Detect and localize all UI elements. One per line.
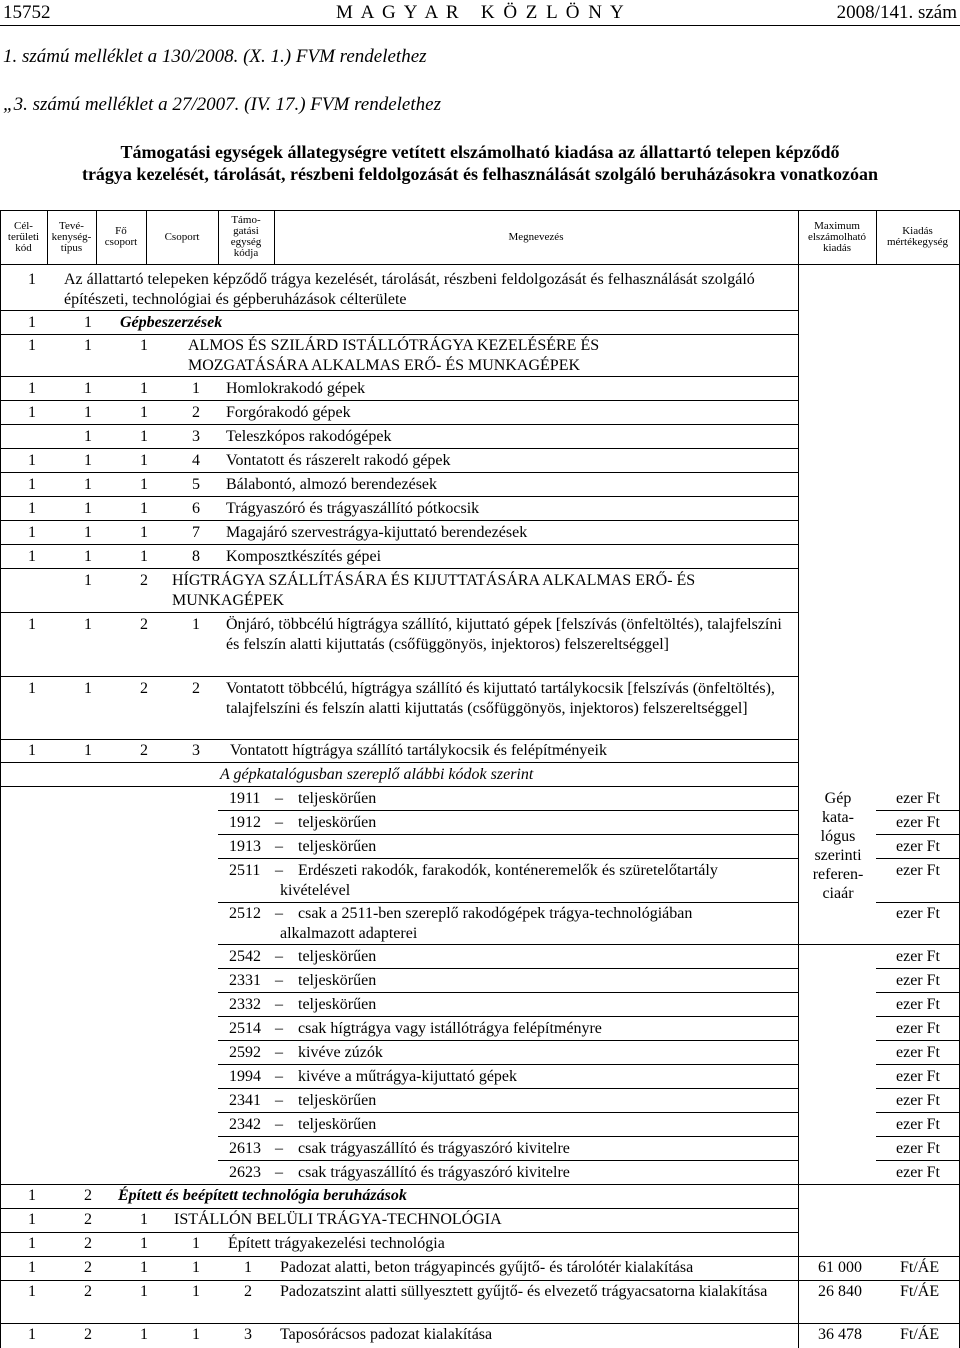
code-cell: 1 bbox=[28, 742, 36, 759]
row-rule bbox=[876, 1160, 960, 1161]
code-cell: 2 bbox=[140, 742, 148, 759]
row-rule bbox=[0, 1208, 798, 1209]
code-cell: 1 bbox=[28, 337, 36, 354]
row-rule bbox=[876, 1016, 960, 1017]
code-cell: 1 bbox=[140, 1259, 148, 1276]
code-cell: 1 bbox=[192, 380, 200, 397]
code-cell: 2 bbox=[84, 1235, 92, 1252]
code-cell: 1 bbox=[84, 524, 92, 541]
row-rule bbox=[218, 1064, 798, 1065]
issue-number: 2008/141. szám bbox=[836, 2, 957, 23]
code-cell: 3 bbox=[244, 1326, 252, 1343]
code-cell: 1 bbox=[28, 380, 36, 397]
row-rule bbox=[876, 1136, 960, 1137]
code-cell: 1 bbox=[28, 1235, 36, 1252]
code-cell: 4 bbox=[192, 452, 200, 469]
col-divider bbox=[0, 264, 1, 1348]
code-cell: 1 bbox=[140, 337, 148, 354]
row-text: Vontatott többcélú, hígtrágya szállító és kijuttató tartálykocsik [felszívás (önfeltöltés), talajfelszíni és felszín alatti kijuttatás (csőfüggönyös, injektoros) felszereltséggel] bbox=[226, 680, 775, 717]
code-cell: 1 bbox=[140, 548, 148, 565]
catalog-desc: Erdészeti rakodók, farakodók, konténeremelők és szüretelőtartály kivételével bbox=[280, 862, 718, 899]
catalog-code: 1911 bbox=[229, 790, 261, 807]
row-rule bbox=[0, 739, 798, 740]
code-cell: 1 bbox=[192, 1326, 200, 1343]
row-rule bbox=[0, 424, 798, 425]
table-header-rule bbox=[0, 264, 960, 265]
code-cell: 2 bbox=[84, 1283, 92, 1300]
page-header bbox=[0, 0, 960, 26]
row-rule bbox=[218, 1160, 798, 1161]
catalog-unit: ezer Ft bbox=[896, 905, 940, 922]
row-rule bbox=[0, 1323, 960, 1324]
code-cell: 1 bbox=[192, 1283, 200, 1300]
code-cell: 1 bbox=[140, 404, 148, 421]
catalog-unit: ezer Ft bbox=[896, 996, 940, 1013]
code-cell: 1 bbox=[140, 452, 148, 469]
row-text: Önjáró, többcélú hígtrágya szállító, kijuttató gépek [felszívás (önfeltöltés), talajfelszíni és felszín alatti kijuttatás (csőfüggönyös, injektoros) felszereltséggel] bbox=[226, 616, 782, 653]
col-header-max-expense: Maximum elszámolható kiadás bbox=[807, 219, 867, 254]
catalog-code: 2341 bbox=[229, 1092, 261, 1109]
code-cell: 2 bbox=[140, 680, 148, 697]
code-cell: 1 bbox=[192, 616, 200, 633]
code-cell: 1 bbox=[28, 1259, 36, 1276]
code-cell: 2 bbox=[140, 572, 148, 589]
row-rule bbox=[0, 762, 798, 763]
col-header-activity-type: Tevé- kenység- típus bbox=[51, 219, 92, 254]
catalog-desc: teljeskörűen bbox=[298, 1116, 377, 1133]
row-text: Az állattartó telepeken képződő trágya kezelését, tárolását, részbeni feldolgozását és felhasználását szolgáló építészeti, technológiai és gépberuházások célterülete bbox=[64, 271, 755, 308]
row-text: Magajáró szervestrágya-kijuttató berendezések bbox=[226, 524, 528, 541]
catalog-desc: kivéve a műtrágya-kijuttató gépek bbox=[298, 1068, 518, 1085]
row-text: Gépbeszerzések bbox=[120, 314, 223, 331]
row-text: Homlokrakodó gépek bbox=[226, 380, 366, 397]
row-rule bbox=[0, 612, 798, 613]
row-text: Padozatszint alatti süllyesztett gyűjtő- és elvezető trágyacsatorna kialakítása bbox=[280, 1283, 768, 1300]
code-cell: 2 bbox=[84, 1326, 92, 1343]
catalog-code: 2331 bbox=[229, 972, 261, 989]
table-top-rule bbox=[0, 210, 960, 211]
code-cell: 2 bbox=[84, 1187, 92, 1204]
row-rule bbox=[0, 520, 798, 521]
code-cell: 1 bbox=[28, 452, 36, 469]
code-cell: 2 bbox=[84, 1211, 92, 1228]
code-cell: 1 bbox=[192, 1235, 200, 1252]
page-number: 15752 bbox=[3, 2, 51, 23]
code-cell: 1 bbox=[84, 572, 92, 589]
catalog-unit: ezer Ft bbox=[896, 1020, 940, 1037]
row-text: Komposztkészítés gépei bbox=[226, 548, 382, 565]
code-cell: 1 bbox=[84, 404, 92, 421]
catalog-unit: ezer Ft bbox=[896, 862, 940, 879]
row-rule bbox=[218, 1040, 798, 1041]
row-rule bbox=[218, 902, 798, 903]
catalog-desc: teljeskörűen bbox=[298, 790, 377, 807]
code-cell: 1 bbox=[28, 680, 36, 697]
catalog-code: 2511 bbox=[229, 862, 261, 879]
row-rule bbox=[876, 992, 960, 993]
catalog-heading: A gépkatalógusban szereplő alábbi kódok szerint bbox=[220, 766, 534, 783]
catalog-code: 1913 bbox=[229, 838, 261, 855]
row-rule bbox=[218, 944, 798, 945]
row-rule bbox=[876, 1064, 960, 1065]
code-cell: 1 bbox=[244, 1259, 252, 1276]
code-cell: 1 bbox=[140, 1235, 148, 1252]
code-cell: 1 bbox=[28, 1326, 36, 1343]
code-cell: 1 bbox=[28, 616, 36, 633]
catalog-desc: teljeskörűen bbox=[298, 996, 377, 1013]
publication-name: M A G Y A R K Ö Z L Ö N Y bbox=[336, 2, 626, 23]
header-rule bbox=[0, 25, 960, 26]
code-cell: 7 bbox=[192, 524, 200, 541]
catalog-unit: ezer Ft bbox=[896, 1092, 940, 1109]
max-expense-value: 26 840 bbox=[818, 1283, 862, 1300]
catalog-unit: ezer Ft bbox=[896, 1164, 940, 1181]
catalog-desc: csak trágyaszállító és trágyaszóró kivitelre bbox=[298, 1140, 570, 1157]
code-cell: 1 bbox=[192, 1259, 200, 1276]
expense-unit-value: Ft/ÁE bbox=[900, 1283, 940, 1300]
code-cell: 1 bbox=[84, 314, 92, 331]
row-rule bbox=[0, 676, 798, 677]
row-rule bbox=[876, 1112, 960, 1113]
row-rule bbox=[0, 472, 798, 473]
catalog-unit: ezer Ft bbox=[896, 972, 940, 989]
catalog-unit: ezer Ft bbox=[896, 838, 940, 855]
row-rule bbox=[0, 310, 798, 311]
catalog-unit: ezer Ft bbox=[896, 814, 940, 831]
catalog-code: 2342 bbox=[229, 1116, 261, 1133]
row-rule bbox=[218, 992, 798, 993]
row-text: Forgórakodó gépek bbox=[226, 404, 351, 421]
row-rule bbox=[0, 1280, 960, 1281]
col-header-main-group: Fő csoport bbox=[104, 225, 138, 248]
catalog-code: 2542 bbox=[229, 948, 261, 965]
catalog-desc: teljeskörűen bbox=[298, 814, 377, 831]
row-rule bbox=[218, 858, 798, 859]
catalog-unit: ezer Ft bbox=[896, 948, 940, 965]
code-cell: 1 bbox=[140, 380, 148, 397]
row-text: Épített és beépített technológia beruházások bbox=[118, 1187, 407, 1204]
row-rule bbox=[0, 496, 798, 497]
catalog-desc: teljeskörűen bbox=[298, 838, 377, 855]
catalog-code: 1994 bbox=[229, 1068, 261, 1085]
row-rule bbox=[876, 968, 960, 969]
code-cell: 1 bbox=[28, 500, 36, 517]
code-cell: 2 bbox=[192, 680, 200, 697]
row-rule bbox=[218, 834, 798, 835]
reference-line-1: 1. számú melléklet a 130/2008. (X. 1.) FVM rendelethez bbox=[3, 46, 427, 67]
catalog-unit: ezer Ft bbox=[896, 1140, 940, 1157]
row-rule bbox=[218, 1112, 798, 1113]
code-cell: 1 bbox=[28, 404, 36, 421]
row-rule bbox=[0, 1256, 960, 1257]
reference-line-2: „3. számú melléklet a 27/2007. (IV. 17.) FVM rendelethez bbox=[3, 94, 441, 115]
catalog-unit: ezer Ft bbox=[896, 1068, 940, 1085]
row-rule bbox=[0, 400, 798, 401]
row-text: Vontatott és rászerelt rakodó gépek bbox=[226, 452, 451, 469]
row-text: Épített trágyakezelési technológia bbox=[228, 1235, 445, 1252]
catalog-desc: teljeskörűen bbox=[298, 1092, 377, 1109]
code-cell: 1 bbox=[84, 452, 92, 469]
col-header-target-area-code: Cél- területi kód bbox=[7, 219, 40, 254]
catalog-unit: ezer Ft bbox=[896, 790, 940, 807]
catalog-reference-price-note: Gép kata- lógus szerinti referen- ciaár bbox=[812, 790, 864, 902]
row-text: Padozat alatti, beton trágyapincés gyűjtő- és tárolótér kialakítása bbox=[280, 1259, 694, 1276]
row-rule bbox=[0, 568, 798, 569]
max-expense-value: 36 478 bbox=[818, 1326, 862, 1343]
code-cell: 1 bbox=[28, 524, 36, 541]
code-cell: 8 bbox=[192, 548, 200, 565]
row-text: Taposórácsos padozat kialakítása bbox=[280, 1326, 493, 1343]
row-rule bbox=[0, 1232, 798, 1233]
row-rule bbox=[876, 834, 960, 835]
row-rule bbox=[0, 544, 798, 545]
row-rule bbox=[0, 786, 798, 787]
row-rule bbox=[0, 448, 798, 449]
row-text: ISTÁLLÓN BELÜLI TRÁGYA-TECHNOLÓGIA bbox=[174, 1211, 502, 1228]
code-cell: 1 bbox=[28, 476, 36, 493]
code-cell: 2 bbox=[84, 1259, 92, 1276]
code-cell: 1 bbox=[140, 1211, 148, 1228]
row-rule bbox=[876, 858, 960, 859]
catalog-desc: teljeskörűen bbox=[298, 972, 377, 989]
code-cell: 1 bbox=[84, 476, 92, 493]
catalog-desc: csak trágyaszállító és trágyaszóró kivitelre bbox=[298, 1164, 570, 1181]
code-cell: 1 bbox=[140, 524, 148, 541]
row-rule bbox=[0, 334, 798, 335]
code-cell: 1 bbox=[140, 428, 148, 445]
col-divider bbox=[798, 264, 799, 1348]
code-cell: 1 bbox=[84, 742, 92, 759]
catalog-code: 2623 bbox=[229, 1164, 261, 1181]
row-text: Trágyaszóró és trágyaszállító pótkocsik bbox=[226, 500, 480, 517]
code-cell: 3 bbox=[192, 742, 200, 759]
row-rule bbox=[0, 376, 798, 377]
code-cell: 1 bbox=[28, 1283, 36, 1300]
row-rule bbox=[218, 810, 798, 811]
catalog-desc: kivéve zúzók bbox=[298, 1044, 383, 1061]
code-cell: 2 bbox=[244, 1283, 252, 1300]
catalog-desc: csak a 2511-ben szereplő rakodógépek trágya-technológiában alkalmazott adapterei bbox=[280, 905, 693, 942]
code-cell: 5 bbox=[192, 476, 200, 493]
row-rule bbox=[0, 1184, 960, 1185]
row-rule bbox=[218, 1136, 798, 1137]
col-header-expense-unit: Kiadás mértékegység bbox=[886, 225, 949, 248]
code-cell: 1 bbox=[28, 1211, 36, 1228]
expense-unit-value: Ft/ÁE bbox=[900, 1326, 940, 1343]
code-cell: 1 bbox=[140, 476, 148, 493]
catalog-desc: teljeskörűen bbox=[298, 948, 377, 965]
code-cell: 1 bbox=[84, 500, 92, 517]
col-header-unit-code: Támo- gatási egység kódja bbox=[230, 214, 262, 259]
row-rule bbox=[798, 944, 960, 945]
code-cell: 1 bbox=[28, 548, 36, 565]
code-cell: 1 bbox=[28, 314, 36, 331]
row-rule bbox=[876, 1040, 960, 1041]
row-text: ALMOS ÉS SZILÁRD ISTÁLLÓTRÁGYA KEZELÉSÉRE ÉS MOZGATÁSÁRA ALKALMAS ERŐ- ÉS MUNKAGÉPEK bbox=[188, 337, 600, 374]
catalog-unit: ezer Ft bbox=[896, 1044, 940, 1061]
code-cell: 2 bbox=[140, 616, 148, 633]
row-text: Teleszkópos rakodógépek bbox=[226, 428, 392, 445]
max-expense-value: 61 000 bbox=[818, 1259, 862, 1276]
code-cell: 2 bbox=[192, 404, 200, 421]
row-rule bbox=[876, 902, 960, 903]
catalog-code: 2592 bbox=[229, 1044, 261, 1061]
expense-unit-value: Ft/ÁE bbox=[900, 1259, 940, 1276]
code-cell: 1 bbox=[84, 616, 92, 633]
code-cell: 1 bbox=[28, 1187, 36, 1204]
catalog-code: 2512 bbox=[229, 905, 261, 922]
code-cell: 1 bbox=[140, 1326, 148, 1343]
table-title-line-1: Támogatási egységek állategységre vetített elszámolható kiadása az állattartó telepen képződő bbox=[120, 142, 840, 162]
code-cell: 1 bbox=[84, 380, 92, 397]
row-text: Vontatott hígtrágya szállító tartálykocsik és felépítményeik bbox=[230, 742, 607, 759]
code-cell: 1 bbox=[140, 500, 148, 517]
catalog-unit: ezer Ft bbox=[896, 1116, 940, 1133]
code-cell: 1 bbox=[84, 337, 92, 354]
code-cell: 1 bbox=[140, 1283, 148, 1300]
row-rule bbox=[218, 968, 798, 969]
code-cell: 1 bbox=[84, 680, 92, 697]
code-cell: 1 bbox=[84, 548, 92, 565]
catalog-code: 1912 bbox=[229, 814, 261, 831]
row-text: Bálabontó, almozó berendezések bbox=[226, 476, 438, 493]
table-title-line-2: trágya kezelését, tárolását, részbeni feldolgozását és felhasználását szolgáló beruházásokra vonatkozóan bbox=[81, 164, 879, 184]
code-cell: 6 bbox=[192, 500, 200, 517]
col-header-name: Megnevezés bbox=[508, 230, 564, 243]
catalog-code: 2514 bbox=[229, 1020, 261, 1037]
row-text: HÍGTRÁGYA SZÁLLÍTÁSÁRA ÉS KIJUTTATÁSÁRA ALKALMAS ERŐ- ÉS MUNKAGÉPEK bbox=[172, 572, 696, 609]
catalog-desc: csak hígtrágya vagy istállótrágya felépítményre bbox=[298, 1020, 602, 1037]
catalog-code: 2332 bbox=[229, 996, 261, 1013]
code-cell: 1 bbox=[28, 271, 36, 288]
code-cell: 3 bbox=[192, 428, 200, 445]
row-rule bbox=[876, 1088, 960, 1089]
row-rule bbox=[218, 1088, 798, 1089]
row-rule bbox=[218, 1016, 798, 1017]
col-header-group: Csoport bbox=[164, 230, 200, 243]
row-rule bbox=[876, 810, 960, 811]
code-cell: 1 bbox=[84, 428, 92, 445]
catalog-code: 2613 bbox=[229, 1140, 261, 1157]
